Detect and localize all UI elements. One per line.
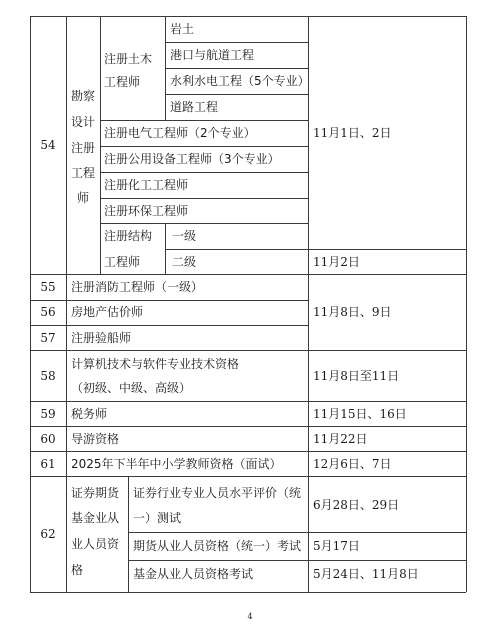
fund-qualification: 基金从业人员资格考试 [133,567,254,581]
qualification-name-line1: 计算机技术与软件专业技术资格 [71,357,240,371]
qualification-name: 2025年下半年中小学教师资格（面试） [71,457,282,471]
exam-date-rows-55-57: 11月8日、9日 [313,305,392,319]
securities-qualification-line1: 证券行业专业人员水平评价（统 [133,486,302,500]
environmental-engineer: 注册环保工程师 [104,204,189,218]
row-number: 57 [40,331,56,345]
row-number: 61 [40,457,56,471]
qualification-name: 注册消防工程师（一级） [71,280,204,294]
row-number: 58 [40,369,56,383]
structural-engineer-group-line2: 工程师 [104,255,141,269]
securities-exam-date: 6月28日、29日 [313,498,400,512]
qualification-name: 房地产估价师 [71,305,144,319]
chemical-engineer: 注册化工工程师 [104,178,189,192]
qualification-name: 导游资格 [71,432,120,446]
civil-item-port-waterway: 港口与航道工程 [170,48,255,62]
futures-qualification: 期货从业人员资格（统一）考试 [133,539,302,553]
structural-level-1: 一级 [172,229,197,243]
civil-item-hydraulic: 水利水电工程（5个专业） [170,74,310,88]
exam-date-level-2: 11月2日 [313,255,360,269]
fund-exam-date: 5月24日、11月8日 [313,567,419,581]
category-label-line1: 勘察 [70,89,95,103]
category-label-line5: 师 [76,191,89,205]
civil-item-geotechnical: 岩土 [170,22,195,36]
category-label-line3: 注册 [70,141,95,155]
civil-item-road: 道路工程 [170,100,219,114]
category-label-line4: 工程 [70,166,95,180]
electrical-engineer: 注册电气工程师（2个专业） [104,126,256,140]
securities-qualification-line2: 一）测试 [133,511,182,525]
row-number: 54 [40,138,56,152]
exam-date: 11月15日、16日 [313,407,407,421]
civil-engineer-group-line2: 工程师 [104,75,141,89]
row-number: 59 [40,407,56,421]
civil-engineer-group-line1: 注册土木 [104,52,153,66]
qualification-name: 注册验船师 [71,331,132,345]
group-label-line4: 格 [71,563,84,577]
row-number: 55 [40,280,56,294]
exam-date: 11月1日、2日 [313,126,392,140]
futures-exam-date: 5月17日 [313,539,360,553]
utilities-engineer: 注册公用设备工程师（3个专业） [104,152,280,166]
category-label-line2: 设计 [70,115,95,129]
row-number: 62 [40,527,56,541]
page-number: 4 [247,612,253,621]
qualification-name-line2: （初级、中级、高级） [71,381,192,395]
exam-date: 11月22日 [313,432,368,446]
row-number: 60 [40,432,56,446]
structural-engineer-group-line1: 注册结构 [104,229,153,243]
group-label-line2: 基金业从 [71,511,120,525]
group-label-line3: 业人员资 [71,537,120,551]
structural-level-2: 二级 [172,255,197,269]
row-number: 56 [40,305,56,319]
qualification-name: 税务师 [71,407,108,421]
exam-date: 11月8日至11日 [313,369,400,383]
exam-date: 12月6日、7日 [313,457,392,471]
group-label-line1: 证券期货 [71,486,120,500]
